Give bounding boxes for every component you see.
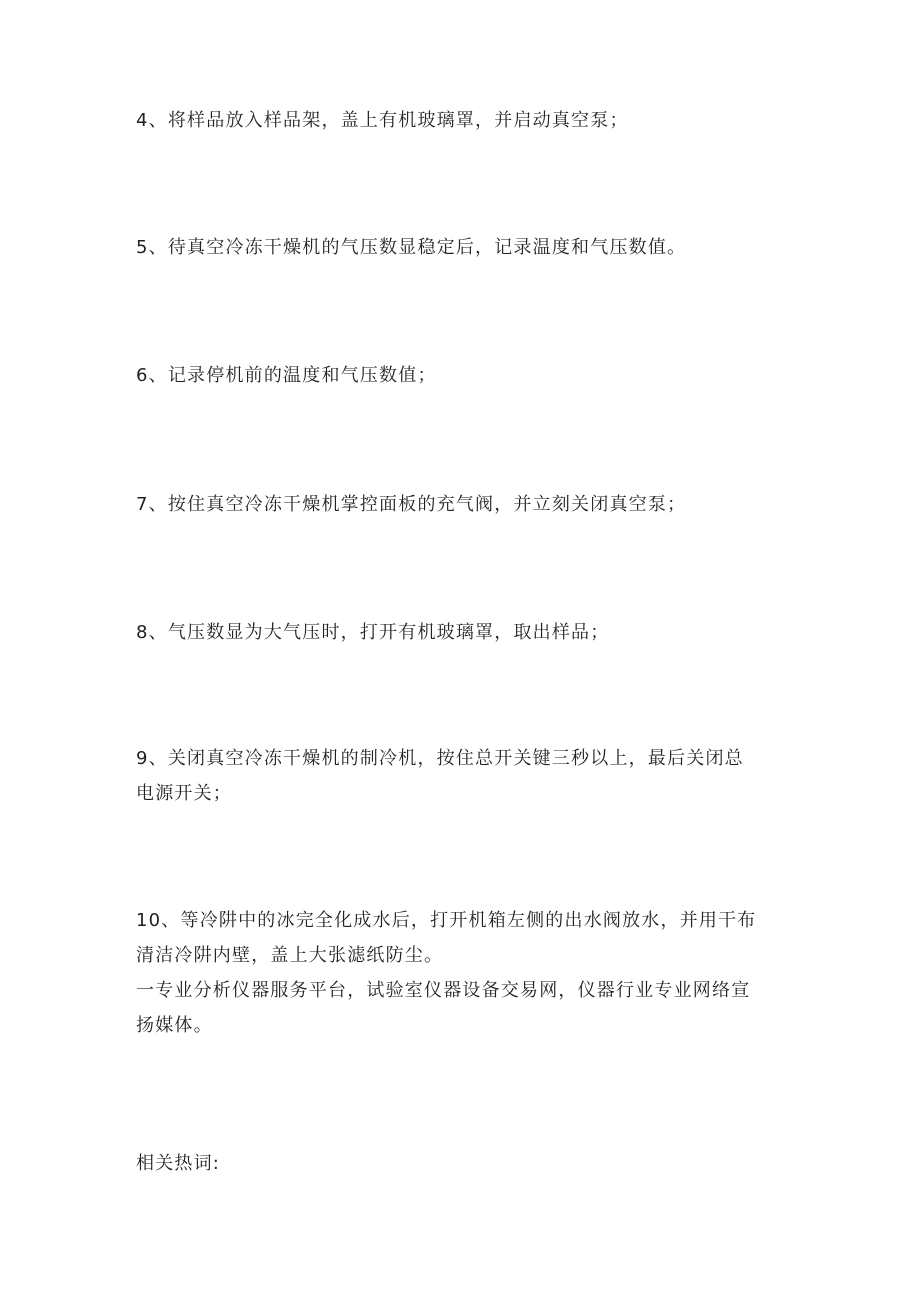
step-6-text: 6、记录停机前的温度和气压数值； xyxy=(136,365,437,386)
step-10-paragraph xyxy=(136,903,792,1043)
step-9-paragraph xyxy=(136,741,792,811)
related-keywords-label: 相关热词: xyxy=(136,1153,221,1174)
step-9-line-2: 电源开关； xyxy=(136,783,232,804)
step-10-line-2: 清洁冷阱内壁，盖上大张滤纸防尘。 xyxy=(136,945,444,966)
step-8-text: 8、气压数显为大气压时，打开有机玻璃罩，取出样品； xyxy=(136,622,610,643)
step-7-text: 7、按住真空冷冻干燥机掌控面板的充气阀，并立刻关闭真空泵； xyxy=(136,494,687,515)
step-9-line-1: 9、关闭真空冷冻干燥机的制冷机，按住总开关键三秒以上，最后关闭总 xyxy=(136,748,744,769)
step-10-line-3: 一专业分析仪器服务平台，试验室仪器设备交易网，仪器行业专业网络宣 xyxy=(136,980,751,1001)
step-7-paragraph xyxy=(136,487,792,522)
step-5-paragraph xyxy=(136,230,792,265)
step-8-paragraph xyxy=(136,615,792,650)
related-keywords-section xyxy=(136,1146,792,1181)
step-4-paragraph xyxy=(136,103,792,138)
step-10-line-1: 10、等冷阱中的冰完全化成水后，打开机箱左侧的出水阀放水，并用干布 xyxy=(136,910,757,931)
step-6-paragraph xyxy=(136,358,792,393)
step-10-line-4: 扬媒体。 xyxy=(136,1015,213,1036)
step-5-text: 5、待真空冷冻干燥机的气压数显稳定后，记录温度和气压数值。 xyxy=(136,237,687,258)
step-4-text: 4、将样品放入样品架，盖上有机玻璃罩，并启动真空泵； xyxy=(136,110,629,131)
